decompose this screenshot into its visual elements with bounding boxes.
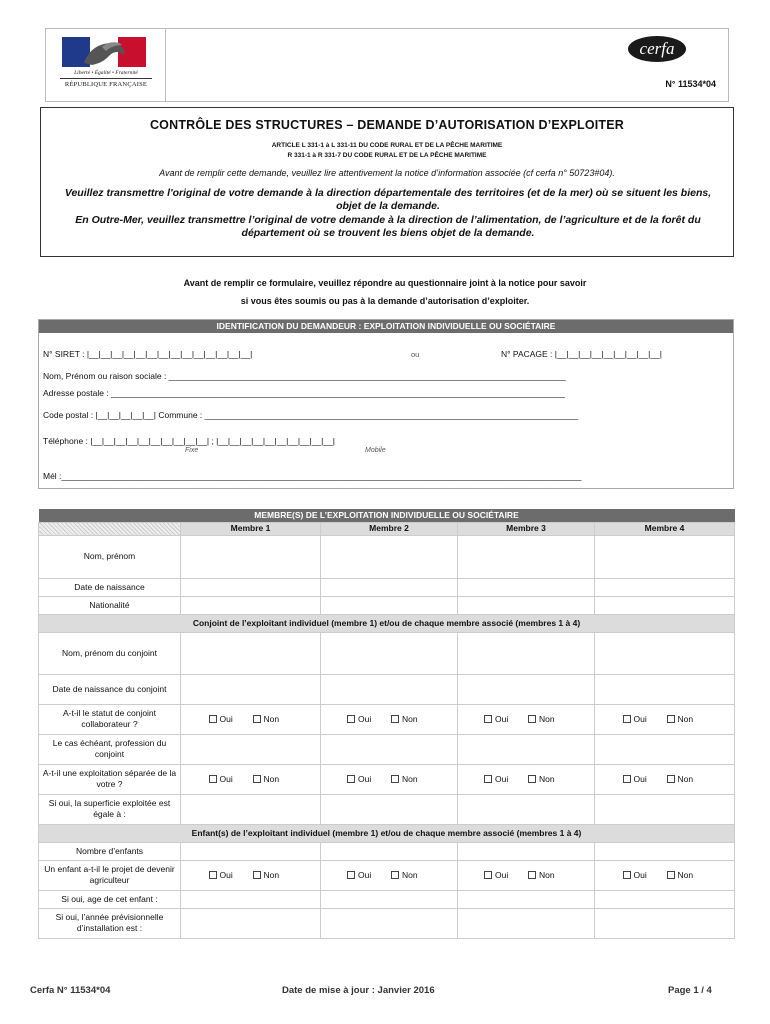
mel-field[interactable]: Mél :______________________________________________________________________________________________________________ <box>43 471 582 481</box>
oui-non-cell: Oui Non <box>181 704 321 734</box>
table-row <box>39 908 735 938</box>
article-reference-1: ARTICLE L 331-1 à L 331-11 DU CODE RURAL ET DE LA PÊCHE MARITIME <box>271 142 503 149</box>
oui-checkbox[interactable] <box>209 871 217 879</box>
row-label: Nationalité <box>39 596 181 614</box>
row-label: Si oui, age de cet enfant : <box>39 890 181 908</box>
input-cell[interactable] <box>321 674 458 704</box>
table-row <box>39 535 735 578</box>
non-checkbox[interactable] <box>253 715 261 723</box>
input-cell[interactable] <box>458 794 595 824</box>
table-row <box>39 794 735 824</box>
article-reference-2: R 331-1 à R 331-7 DU CODE RURAL ET DE LA PÊCHE MARITIME <box>287 152 487 159</box>
input-cell[interactable] <box>321 596 458 614</box>
input-cell[interactable] <box>181 596 321 614</box>
input-cell[interactable] <box>181 794 321 824</box>
input-cell[interactable] <box>181 578 321 596</box>
table-row <box>39 890 735 908</box>
non-checkbox[interactable] <box>667 871 675 879</box>
non-checkbox[interactable] <box>528 715 536 723</box>
input-cell[interactable] <box>321 578 458 596</box>
pacage-field[interactable]: N° PACAGE : |__|__|__|__|__|__|__|__|__| <box>501 349 662 359</box>
input-cell[interactable] <box>458 674 595 704</box>
input-cell[interactable] <box>595 890 735 908</box>
cerfa-number: N° 11534*04 <box>665 79 716 89</box>
input-cell[interactable] <box>458 908 595 938</box>
members-table <box>38 509 735 939</box>
non-checkbox[interactable] <box>391 775 399 783</box>
non-checkbox[interactable] <box>391 871 399 879</box>
devise-text: Liberté • Égalité • Fraternité <box>74 70 138 76</box>
section-row-enfants <box>39 824 735 842</box>
non-checkbox[interactable] <box>528 775 536 783</box>
table-row <box>39 632 735 674</box>
input-cell[interactable] <box>181 842 321 860</box>
oui-non-cell: Oui Non <box>595 764 735 794</box>
form-header <box>45 28 729 102</box>
column-membre-3: Membre 3 <box>458 522 595 535</box>
row-label: Nom, prénom du conjoint <box>39 632 181 674</box>
input-cell[interactable] <box>595 794 735 824</box>
non-checkbox[interactable] <box>667 715 675 723</box>
input-cell[interactable] <box>458 535 595 578</box>
row-label: Si oui, la superficie exploitée est égale à : <box>39 794 181 824</box>
members-band: MEMBRE(S) DE L’EXPLOITATION INDIVIDUELLE OU SOCIÉTAIRE <box>39 509 735 522</box>
input-cell[interactable] <box>321 890 458 908</box>
non-checkbox[interactable] <box>391 715 399 723</box>
input-cell[interactable] <box>321 794 458 824</box>
input-cell[interactable] <box>595 632 735 674</box>
oui-non-cell: Oui Non <box>595 704 735 734</box>
row-label: Si oui, l’année prévisionnelle d’installation est : <box>39 908 181 938</box>
oui-non-cell: Oui Non <box>181 764 321 794</box>
questionnaire-line-1: Avant de remplir ce formulaire, veuillez répondre au questionnaire joint à la notice pour savoir <box>183 278 587 288</box>
row-label: Date de naissance du conjoint <box>39 674 181 704</box>
oui-checkbox[interactable] <box>484 775 492 783</box>
non-checkbox[interactable] <box>253 871 261 879</box>
input-cell[interactable] <box>595 578 735 596</box>
non-checkbox[interactable] <box>667 775 675 783</box>
oui-checkbox[interactable] <box>347 871 355 879</box>
marianne-icon <box>62 37 146 67</box>
oui-checkbox[interactable] <box>209 775 217 783</box>
ou-label: ou <box>411 350 420 359</box>
outre-mer-instruction: En Outre-Mer, veuillez transmettre l’original de votre demande à la direction de l’alimentation, de l’agriculture et de la forêt du département où se trouvent les biens objet de la demande. <box>75 214 701 239</box>
table-row <box>39 860 735 890</box>
siret-field[interactable]: N° SIRET : |__|__|__|__|__|__|__|__|__|__|__|__|__|__| <box>43 349 253 359</box>
row-label: Nom, prénom <box>39 535 181 578</box>
row-label: Date de naissance <box>39 578 181 596</box>
members-header-row <box>39 522 735 535</box>
column-membre-4: Membre 4 <box>595 522 735 535</box>
oui-checkbox[interactable] <box>484 871 492 879</box>
republique-text: RÉPUBLIQUE FRANÇAISE <box>64 81 148 88</box>
input-cell[interactable] <box>321 842 458 860</box>
input-cell[interactable] <box>595 674 735 704</box>
non-checkbox[interactable] <box>253 775 261 783</box>
oui-non-cell: Oui Non <box>181 860 321 890</box>
input-cell[interactable] <box>181 674 321 704</box>
input-cell[interactable] <box>458 842 595 860</box>
column-membre-1: Membre 1 <box>181 522 321 535</box>
input-cell[interactable] <box>458 596 595 614</box>
oui-non-cell: Oui Non <box>458 764 595 794</box>
row-label: A-t-il une exploitation séparée de la votre ? <box>39 764 181 794</box>
form-title: CONTRÔLE DES STRUCTURES – DEMANDE D’AUTORISATION D’EXPLOITER <box>149 118 625 132</box>
oui-non-cell: Oui Non <box>321 860 458 890</box>
section-enfants-title: Enfant(s) de l’exploitant individuel (membre 1) et/ou de chaque membre associé (membres 1 à 4) <box>39 824 735 842</box>
section-conjoint-title: Conjoint de l’exploitant individuel (membre 1) et/ou de chaque membre associé (membres 1 à 4) <box>39 614 735 632</box>
input-cell[interactable] <box>595 734 735 764</box>
input-cell[interactable] <box>595 908 735 938</box>
oui-non-cell: Oui Non <box>595 860 735 890</box>
mobile-label: Mobile <box>365 447 386 454</box>
input-cell[interactable] <box>181 734 321 764</box>
column-membre-2: Membre 2 <box>321 522 458 535</box>
oui-checkbox[interactable] <box>347 775 355 783</box>
footer-update-date: Date de mise à jour : Janvier 2016 <box>282 985 435 996</box>
table-row <box>39 842 735 860</box>
footer-cerfa-number: Cerfa N° 11534*04 <box>30 985 111 996</box>
input-cell[interactable] <box>321 908 458 938</box>
oui-checkbox[interactable] <box>209 715 217 723</box>
table-row <box>39 596 735 614</box>
non-checkbox[interactable] <box>528 871 536 879</box>
fixe-label: Fixe <box>185 447 199 454</box>
oui-checkbox[interactable] <box>623 871 631 879</box>
input-cell[interactable] <box>595 535 735 578</box>
cerfa-logo: cerfa <box>628 36 686 62</box>
table-row <box>39 734 735 764</box>
oui-checkbox[interactable] <box>623 775 631 783</box>
oui-checkbox[interactable] <box>347 715 355 723</box>
oui-non-cell: Oui Non <box>458 704 595 734</box>
table-row <box>39 578 735 596</box>
oui-non-cell: Oui Non <box>458 860 595 890</box>
logo-divider <box>60 78 152 79</box>
identification-band: IDENTIFICATION DU DEMANDEUR : EXPLOITATION INDIVIDUELLE OU SOCIÉTAIRE <box>39 320 733 333</box>
oui-non-cell: Oui Non <box>321 764 458 794</box>
input-cell[interactable] <box>181 890 321 908</box>
nom-field[interactable]: Nom, Prénom ou raison sociale : ____________________________________________________________________________________ <box>43 371 566 381</box>
table-row <box>39 704 735 734</box>
telephone-field[interactable]: Téléphone : |__|__|__|__|__|__|__|__|__|__| ; |__|__|__|__|__|__|__|__|__|__| <box>43 436 336 446</box>
input-cell[interactable] <box>458 890 595 908</box>
input-cell[interactable] <box>458 632 595 674</box>
input-cell[interactable] <box>321 535 458 578</box>
identification-section <box>38 319 734 489</box>
input-cell[interactable] <box>181 535 321 578</box>
row-label: Un enfant a-t-il le projet de devenir agriculteur <box>39 860 181 890</box>
row-label: Le cas échéant, profession du conjoint <box>39 734 181 764</box>
transmission-instruction: Veuillez transmettre l'original de votre demande à la direction départementale des territoires (et de la mer) où se situent les biens, objet de la demande. <box>64 187 712 212</box>
oui-checkbox[interactable] <box>484 715 492 723</box>
members-band-row <box>39 509 735 522</box>
input-cell[interactable] <box>321 632 458 674</box>
oui-checkbox[interactable] <box>623 715 631 723</box>
input-cell[interactable] <box>181 908 321 938</box>
section-row-conjoint <box>39 614 735 632</box>
input-cell[interactable] <box>458 578 595 596</box>
adresse-field[interactable]: Adresse postale : ________________________________________________________________________________________________ <box>43 388 565 398</box>
code-postal-field[interactable]: Code postal : |__|__|__|__|__| Commune : _______________________________________________________________________________ <box>43 410 579 420</box>
republique-logo <box>46 29 166 101</box>
row-label: Nombre d’enfants <box>39 842 181 860</box>
questionnaire-line-2: si vous êtes soumis ou pas à la demande d’autorisation d’exploiter. <box>240 296 530 306</box>
input-cell[interactable] <box>595 842 735 860</box>
oui-non-cell: Oui Non <box>321 704 458 734</box>
input-cell[interactable] <box>458 734 595 764</box>
intro-box <box>40 107 734 257</box>
input-cell[interactable] <box>321 734 458 764</box>
hatched-cell <box>39 522 181 535</box>
table-row <box>39 764 735 794</box>
input-cell[interactable] <box>181 632 321 674</box>
row-label: A-t-il le statut de conjoint collaborateur ? <box>39 704 181 734</box>
notice-instruction: Avant de remplir cette demande, veuillez lire attentivement la notice d’information associée (cf cerfa n° 50723#04). <box>159 168 615 178</box>
footer-page-number: Page 1 / 4 <box>668 985 712 996</box>
input-cell[interactable] <box>595 596 735 614</box>
table-row <box>39 674 735 704</box>
